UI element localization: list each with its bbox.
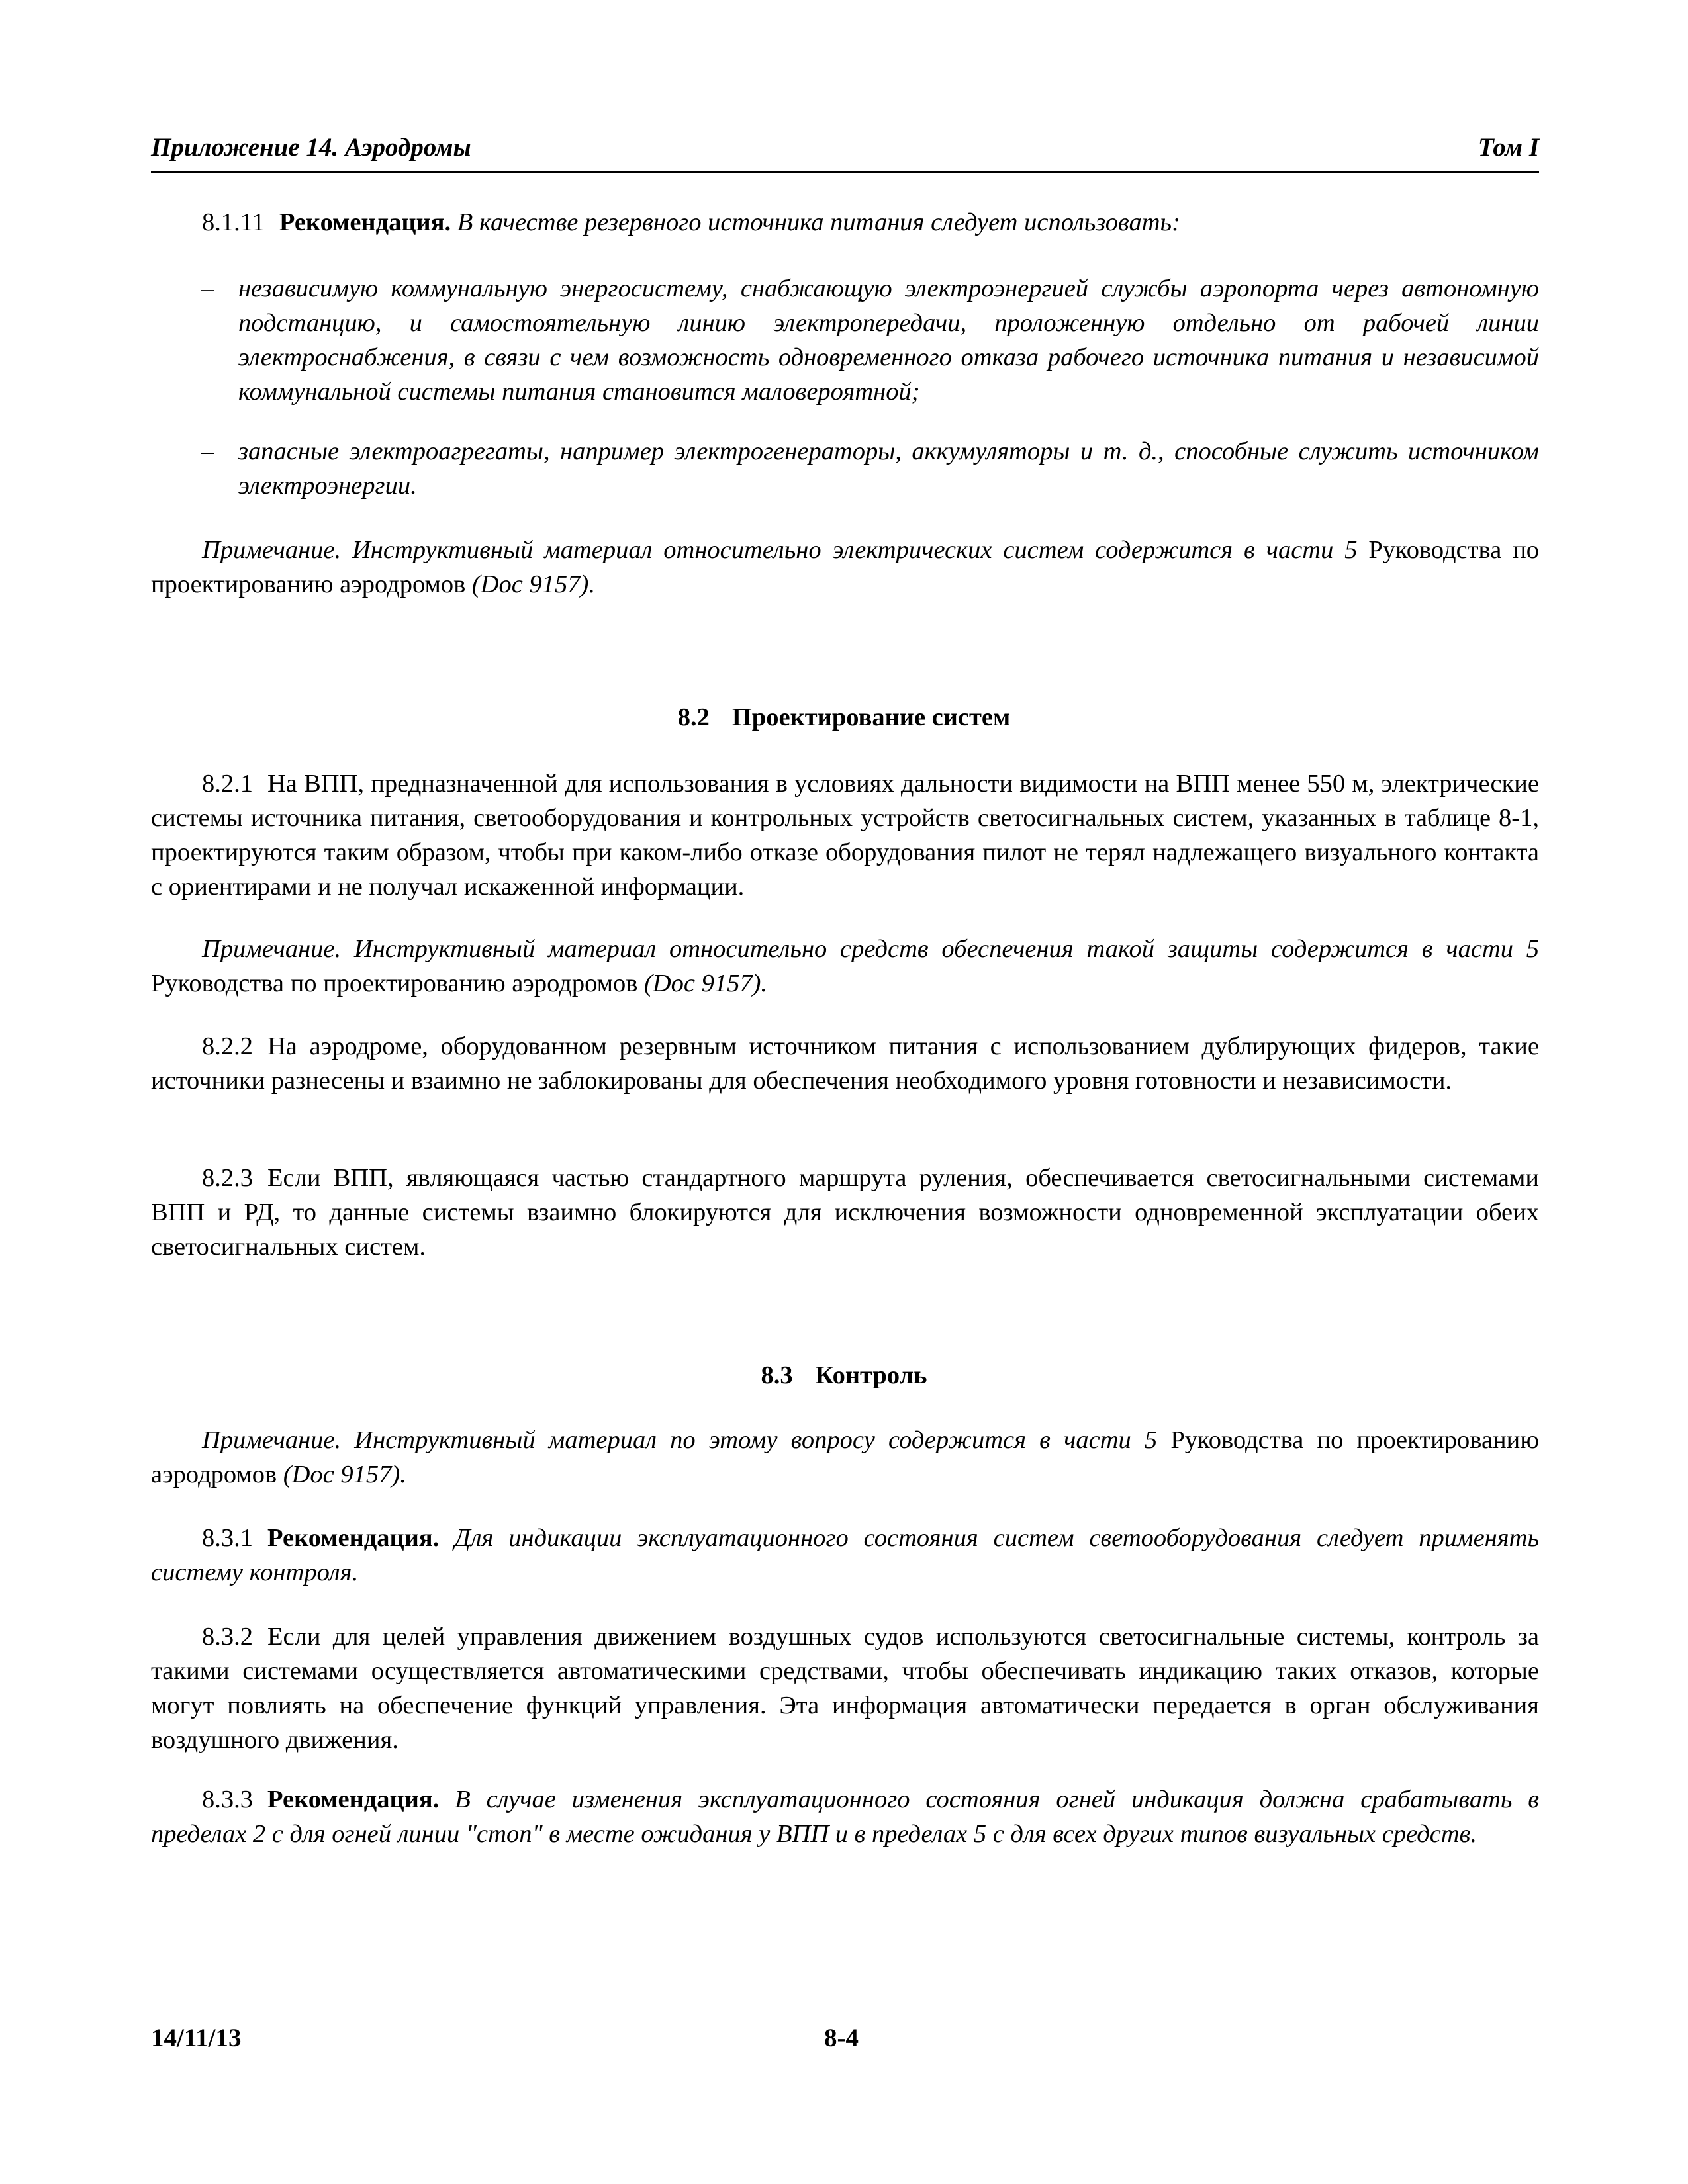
note-text: Примечание. Инструктивный материал относительно средств обеспечения такой защиты содержится в части 5: [202, 935, 1539, 963]
footer-date: 14/11/13: [151, 2024, 242, 2052]
paragraph-text: На ВПП, предназначенной для использования в условиях дальности видимости на ВПП менее 550 м, электрические системы источника питания, светооборудования и контрольных устройств светосигнальных систем, указанных в таблице 8-1, проектируются таким образом, чтобы при каком-либо отказе оборудования пилот не терял надлежащего визуального контакта с ориентирами и не получал искаженной информации.: [151, 770, 1539, 901]
section-heading-8-3: [0, 1358, 1688, 1392]
paragraph-number: 8.2.1: [202, 770, 253, 797]
doc-reference: (Doc 9157).: [471, 570, 595, 598]
header-title: Приложение 14. Аэродромы: [151, 133, 471, 161]
list-item-text: независимую коммунальную энергосистему, снабжающую электроэнергией службы аэропорта через автономную подстанцию, и самостоятельную линию электропередачи, проложенную отдельно от рабочей линии электроснабжения, в связи с чем возможность одновременного отказа рабочего источника питания и независимой коммунальной системы питания становится маловероятной;: [238, 275, 1539, 406]
note-text: Примечание. Инструктивный материал по этому вопросу содержится в части 5: [202, 1426, 1158, 1454]
doc-reference: (Doc 9157).: [644, 970, 768, 997]
section-heading-8-2: [0, 700, 1688, 735]
paragraph-number: 8.3.3: [202, 1786, 253, 1813]
paragraph-8-1-11: [151, 205, 1539, 240]
manual-title: Руководства по проектированию аэродромов: [151, 536, 1539, 598]
recommendation-label: Рекомендация.: [279, 208, 451, 236]
section-title: Проектирование систем: [731, 704, 1011, 731]
list-item: [151, 271, 1539, 409]
paragraph-number: 8.3.2: [202, 1623, 253, 1651]
footer-page-number: 8-4: [824, 2024, 859, 2052]
note-paragraph: [151, 533, 1539, 602]
paragraph-text: Если для целей управления движением воздушных судов используются светосигнальные системы, контроль за такими системами осуществляется автоматическими средствами, чтобы обеспечивать индикацию таких отказов, которые могут повлиять на обеспечение функций управления. Эта информация автоматически передается в орган обслуживания воздушного движения.: [151, 1623, 1539, 1754]
dash-bullet: –: [201, 275, 214, 302]
section-number: 8.2: [677, 704, 710, 731]
dash-bullet: –: [201, 437, 214, 465]
doc-reference: (Doc 9157).: [283, 1461, 406, 1488]
paragraph-number: 8.2.3: [202, 1164, 253, 1192]
list-item-text: запасные электроагрегаты, например электрогенераторы, аккумуляторы и т. д., способные служить источником электроэнергии.: [238, 437, 1539, 500]
paragraph-8-2-2: [151, 1029, 1539, 1098]
paragraph-8-2-1: [151, 766, 1539, 904]
running-header: [151, 131, 1539, 164]
note-paragraph: [151, 1423, 1539, 1492]
section-title: Контроль: [815, 1361, 927, 1389]
section-number: 8.3: [761, 1361, 793, 1389]
note-text: Примечание. Инструктивный материал относительно электрических систем содержится в части 5: [202, 536, 1358, 564]
paragraph-number: 8.1.11: [202, 208, 265, 236]
header-rule: [151, 171, 1539, 173]
paragraph-8-3-2: [151, 1619, 1539, 1757]
recommendation-label: Рекомендация.: [267, 1786, 440, 1813]
paragraph-8-3-1: [151, 1521, 1539, 1590]
note-paragraph: [151, 932, 1539, 1001]
paragraph-8-2-3: [151, 1161, 1539, 1264]
paragraph-8-3-3: [151, 1782, 1539, 1851]
paragraph-number: 8.2.2: [202, 1032, 253, 1060]
paragraph-text: В случае изменения эксплуатационного состояния огней индикация должна срабатывать в пределах 2 с для огней линии "стоп" в месте ожидания у ВПП и в пределах 5 с для всех других типов визуальных средств.: [151, 1786, 1540, 1848]
manual-title: Руководства по проектированию аэродромов: [151, 970, 638, 997]
paragraph-text: Для индикации эксплуатационного состояния систем светооборудования следует применять систему контроля.: [151, 1524, 1539, 1586]
recommendation-label: Рекомендация.: [267, 1524, 440, 1552]
paragraph-number: 8.3.1: [202, 1524, 253, 1552]
paragraph-text: Если ВПП, являющаяся частью стандартного маршрута руления, обеспечивается светосигнальными системами ВПП и РД, то данные системы взаимно блокируются для исключения возможности одновременной эксплуатации обеих светосигнальных систем.: [151, 1164, 1539, 1261]
paragraph-text: В качестве резервного источника питания следует использовать:: [457, 208, 1180, 236]
list-item: [151, 434, 1539, 503]
manual-title: Руководства по проектированию аэродромов: [151, 1426, 1539, 1488]
header-volume: Том I: [1477, 133, 1539, 161]
paragraph-text: На аэродроме, оборудованном резервным источником питания с использованием дублирующих фидеров, такие источники разнесены и взаимно не заблокированы для обеспечения необходимого уровня готовности и независимости.: [151, 1032, 1539, 1095]
